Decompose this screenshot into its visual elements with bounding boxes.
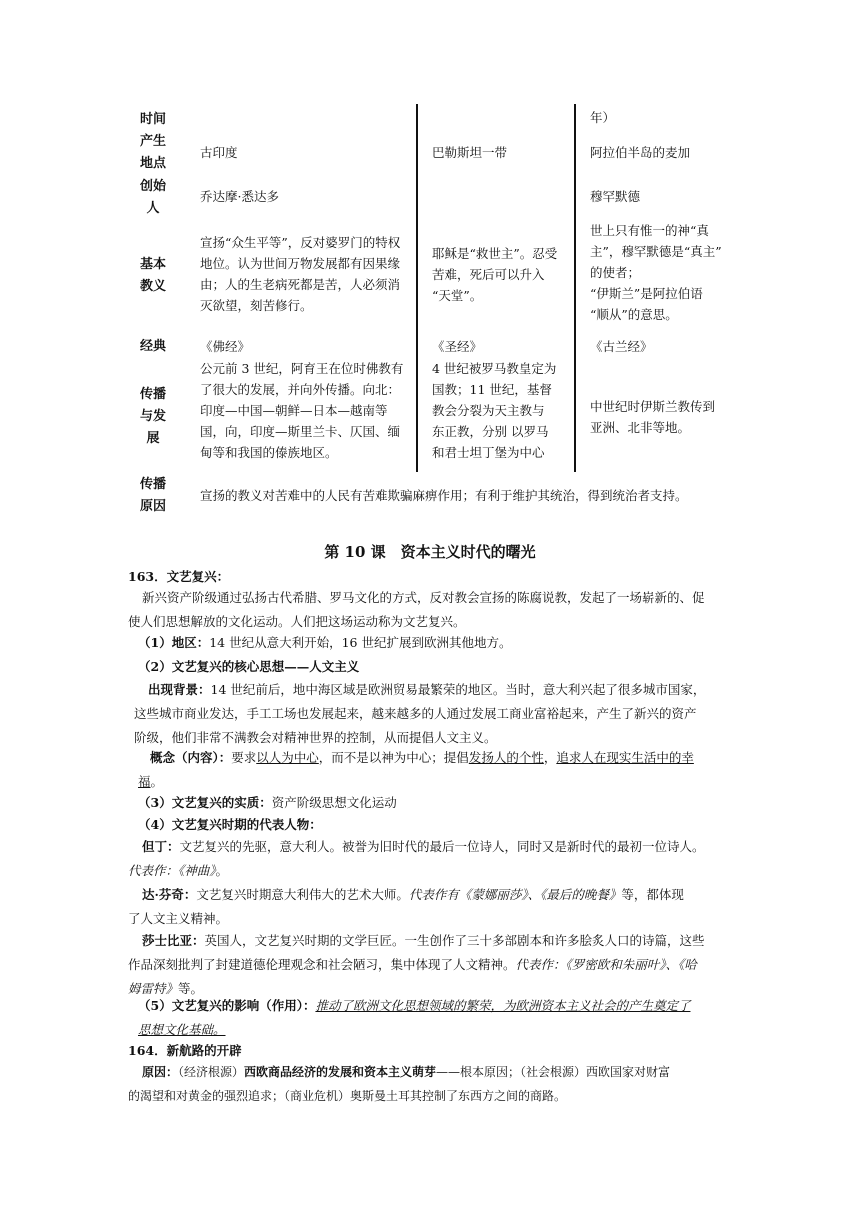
row-label-place-2: 地点 (139, 156, 166, 171)
row-label-place (136, 131, 170, 175)
shakespeare-end: 等。 (178, 981, 204, 996)
christianity-place: 巴勒斯坦一带 (432, 145, 508, 160)
row-label-doctrine (136, 254, 170, 298)
islam-founder: 穆罕默德 (590, 189, 641, 204)
doctrine-line: “天堂”。 (432, 288, 483, 303)
background-line: 这些城市商业发达，手工工场也发展起来，越来越多的人通过发展工商业富裕起来，产生了新兴的资产 (134, 706, 697, 721)
christianity-doctrine (432, 243, 572, 306)
buddhism-classic: 《佛经》 (200, 339, 251, 354)
point-5-influence (138, 994, 732, 1042)
point-1-label: （1）地区： (138, 635, 210, 650)
spread-line: 国教；11 世纪，基督 (432, 382, 552, 397)
row-label-founder (136, 176, 170, 220)
point-3-essence (138, 793, 738, 813)
section-164-reasons (128, 1060, 732, 1108)
doctrine-line: “顺从”的意思。 (590, 307, 678, 322)
shakespeare-text: 作品深刻批判了封建道德伦理观念和社会陋习，集中体现了人文精神。 (128, 957, 516, 972)
islam-time-tail: 年） (590, 110, 616, 125)
spread-line: 4 世纪被罗马教皇定为 (432, 361, 557, 376)
islam-spread (590, 396, 736, 438)
shakespeare-works: 代表作：《罗密欧和朱丽叶》、《哈 (515, 957, 697, 972)
reason-label: 原因： (142, 1065, 179, 1079)
row-label-reason-1: 传播 (139, 477, 166, 492)
row-label-founder-1: 创始 (139, 179, 166, 194)
row-label-classic: 经典 (139, 339, 166, 354)
davinci-name: 达·芬奇： (142, 887, 197, 902)
shakespeare-name: 莎士比亚： (142, 933, 205, 948)
row-label-reason-2: 原因 (139, 499, 166, 514)
buddhism-founder: 乔达摩·悉达多 (200, 189, 279, 204)
davinci-text: 文艺复兴时期意大利伟大的艺术大师。 (196, 887, 409, 902)
spread-reason: 宣扬的教义对苦难中的人民有苦难欺骗麻痹作用；有利于维护其统治，得到统治者支持。 (200, 488, 688, 503)
point-5-text: 推动了欧洲文化思想领域的繁荣，为欧洲资本主义社会的产生奠定了 (315, 998, 691, 1013)
islam-classic: 《古兰经》 (590, 339, 653, 354)
buddhism-doctrine (200, 232, 412, 316)
point-1-region (138, 633, 738, 653)
doctrine-line: 的使者； (590, 265, 641, 280)
dante-works: 代表作：《神曲》 (128, 863, 216, 878)
spread-line: 中世纪时伊斯兰教传到 (590, 399, 716, 414)
background-line: 14 世纪前后，地中海区域是欧洲贸易最繁荣的地区。当时，意大利兴起了很多城市国家， (210, 682, 706, 697)
islam-doctrine (590, 220, 736, 325)
reason-line-2: 的渴望和对黄金的强烈追求；（商业危机）奥斯曼土耳其控制了东西方之间的商路。 (128, 1089, 567, 1103)
doctrine-line: 主”，穆罕默德是“真主” (590, 244, 722, 259)
concept-text: 要求 (231, 750, 257, 765)
row-label-spread-2: 与发 (139, 409, 166, 424)
dante-end: 。 (215, 863, 229, 878)
reason-key: 西欧商品经济的发展和资本主义萌芽 (244, 1065, 437, 1079)
section-164-heading: 164．新航路的开辟 (128, 1043, 242, 1058)
spread-line: 公元前 3 世纪，阿育王在位时佛教有 (200, 361, 404, 376)
doctrine-line: 宣扬“众生平等”，反对婆罗门的特权 (200, 235, 401, 250)
reason-text: ——根本原因；（社会根源）西欧国家对财富 (436, 1065, 671, 1079)
davinci-paragraph (128, 883, 732, 931)
spread-line: 甸等和我国的傣族地区。 (200, 445, 338, 460)
christianity-spread (432, 358, 572, 463)
concept-text: ，而不是以神为中心；提倡 (318, 750, 469, 765)
doctrine-line: 世上只有惟一的神“真 (590, 223, 709, 238)
section-163-heading: 163．文艺复兴： (128, 569, 230, 584)
concept-text: ， (543, 750, 557, 765)
doctrine-line: 苦难，死后可以升入 (432, 267, 545, 282)
spread-line: 东正教，分别 以罗马 (432, 424, 549, 439)
row-label-place-1: 产生 (139, 134, 166, 149)
concept-key-3: 追求人在现实生活中的幸 (556, 750, 694, 765)
point-3-label: （3）文艺复兴的实质： (138, 795, 272, 810)
background-line: 阶级，他们非常不满教会对精神世界的控制，从而提倡人文主义。 (134, 730, 497, 745)
concept-key-3-end: 福 (138, 774, 151, 789)
doctrine-line: 由；人的生老病死都是苦，人必须消 (200, 277, 401, 292)
davinci-line-2: 了人文主义精神。 (128, 911, 229, 926)
background-label: 出现背景： (148, 682, 211, 697)
doctrine-line: 灭欲望，刻苦修行。 (200, 298, 313, 313)
point-1-text: 14 世纪从意大利开始，16 世纪扩展到欧洲其他地方。 (209, 635, 512, 650)
point-2-heading: （2）文艺复兴的核心思想——人文主义 (138, 659, 360, 674)
shakespeare-text: 英国人，文艺复兴时期的文学巨匠。一生创作了三十多部剧本和许多脍炙人口的诗篇，这些 (204, 933, 705, 948)
lesson-title: 第 10 课 资本主义时代的曙光 (324, 543, 536, 561)
row-label-spread-3: 展 (146, 431, 160, 446)
christianity-classic: 《圣经》 (432, 339, 483, 354)
section-163-intro (128, 586, 728, 634)
row-label-doctrine-1: 基本 (139, 257, 166, 272)
spread-line: 教会分裂为天主教与 (432, 403, 545, 418)
spread-line: 国，向，印度—斯里兰卡、仄国、缅 (200, 424, 401, 439)
row-label-doctrine-2: 教义 (139, 279, 166, 294)
table-divider-left (416, 104, 418, 472)
shakespeare-paragraph (128, 929, 732, 1001)
dante-name: 但丁： (142, 839, 180, 854)
spread-line: 了很大的发展，并向外传播。向北： (200, 382, 401, 397)
concept-paragraph (138, 746, 730, 794)
row-label-spread-1: 传播 (139, 387, 166, 402)
background-paragraph (134, 678, 730, 750)
concept-text: 。 (150, 774, 164, 789)
point-5-text: 思想文化基础。 (138, 1022, 226, 1037)
doctrine-line: 耶稣是“救世主”。忍受 (432, 246, 558, 261)
intro-line: 使人们思想解放的文化运动。人们把这场运动称为文艺复兴。 (128, 614, 466, 629)
buddhism-spread (200, 358, 412, 463)
concept-key-2: 发扬人的个性 (468, 750, 544, 765)
islam-place: 阿拉伯半岛的麦加 (590, 145, 691, 160)
davinci-text: 等，都体现 (621, 887, 684, 902)
davinci-works: 代表作有《蒙娜丽莎》、《最后的晚餐》 (408, 887, 622, 902)
dante-paragraph (128, 835, 732, 883)
shakespeare-works: 姆雷特》 (128, 981, 179, 996)
doctrine-line: 地位。认为世间万物发展都有因果缘 (200, 256, 401, 271)
spread-line: 亚洲、北非等地。 (590, 420, 691, 435)
dante-text: 文艺复兴的先驱，意大利人。被誉为旧时代的最后一位诗人，同时又是新时代的最初一位诗人。 (179, 839, 705, 854)
intro-line: 新兴资产阶级通过弘扬古代希腊、罗马文化的方式，反对教会宣扬的陈腐说教，发起了一场崭新的、促 (142, 590, 705, 605)
concept-label: 概念（内容）： (150, 750, 232, 765)
point-3-text: 资产阶级思想文化运动 (271, 795, 397, 810)
reason-text: （经济根源） (178, 1065, 245, 1079)
row-label-time: 时间 (139, 112, 166, 127)
buddhism-place: 古印度 (200, 145, 238, 160)
spread-line: 和君士坦丁堡为中心 (432, 445, 545, 460)
row-label-spread (136, 384, 170, 450)
point-5-label: （5）文艺复兴的影响（作用）： (138, 998, 316, 1013)
row-label-founder-2: 人 (146, 201, 160, 216)
row-label-reason (136, 474, 170, 518)
point-4-heading: （4）文艺复兴时期的代表人物： (138, 817, 322, 832)
concept-key-1: 以人为中心 (256, 750, 319, 765)
doctrine-line: “伊斯兰”是阿拉伯语 (590, 286, 703, 301)
table-divider-right (574, 104, 576, 472)
spread-line: 印度—中国—朝鲜—日本—越南等 (200, 403, 388, 418)
